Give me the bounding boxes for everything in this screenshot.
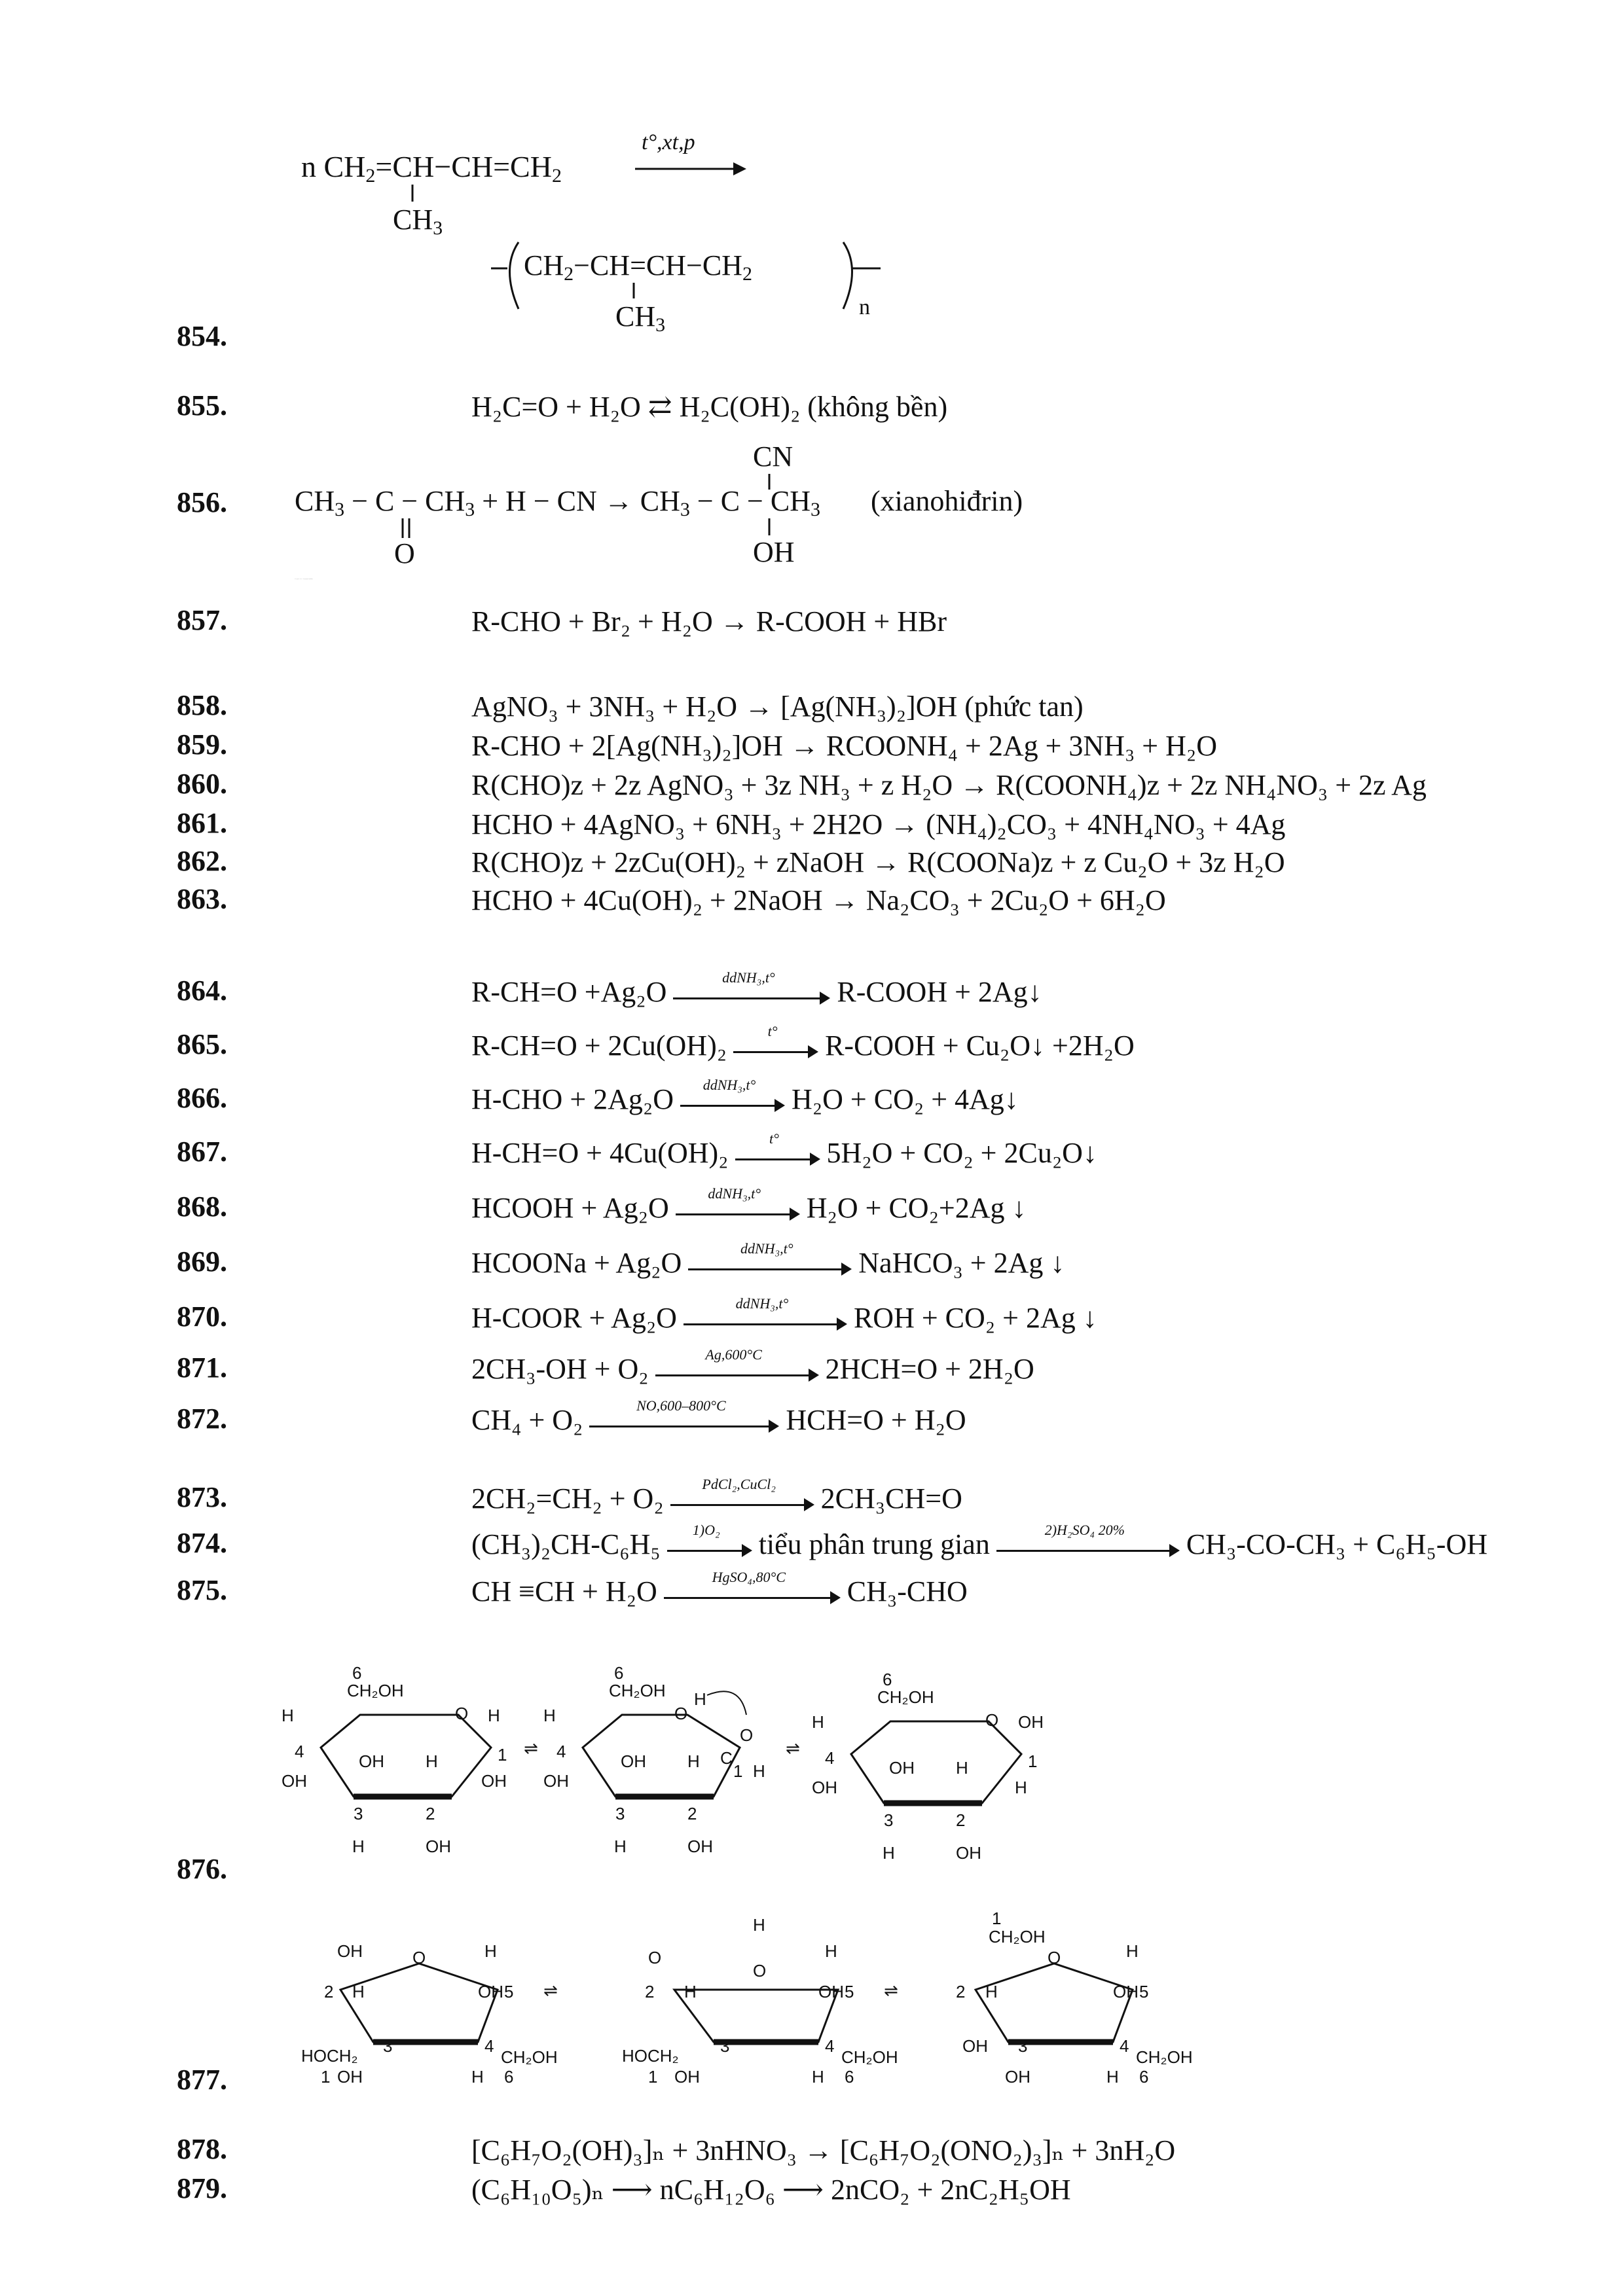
item-number: 877. (177, 2064, 227, 2096)
equation-text: CH₃−C(=O)−CH₃ + H−CN → CH₃−C(CN)(OH)−CH₃ (xianohiđrin) (295, 579, 313, 580)
svg-text:OH: OH (1113, 1982, 1139, 2001)
equation-text: R(CHO)z + 2zCu(OH)₂ + zNaOH → R(COONa)z + z Cu₂O + 3z H₂O (471, 846, 1285, 878)
reactants: H-CHO + 2Ag₂O (471, 1083, 674, 1115)
svg-text:OH: OH (674, 2067, 700, 2087)
svg-text:4: 4 (825, 2036, 835, 2056)
svg-text:H: H (1015, 1778, 1027, 1797)
reaction-arrow (670, 1475, 814, 1515)
reaction-arrow (688, 1240, 852, 1279)
item-number: 861. (177, 807, 227, 839)
svg-text:3: 3 (720, 2036, 730, 2056)
svg-text:1: 1 (992, 1911, 1002, 1928)
svg-text:H: H (985, 1982, 998, 2001)
svg-text:6: 6 (845, 2067, 854, 2087)
svg-text:4: 4 (825, 1748, 835, 1768)
reaction-arrow (680, 1076, 785, 1115)
reactants: (CH₃)₂CH-C₆H₅ (471, 1528, 661, 1560)
arrow-condition: Ag,600°C (705, 1346, 762, 1363)
svg-text:OH: OH (481, 1771, 507, 1791)
svg-text:O: O (394, 537, 415, 569)
svg-text:OH: OH (337, 2067, 363, 2087)
svg-text:H: H (956, 1758, 968, 1778)
svg-text:H: H (484, 1941, 497, 1961)
intermediate: tiểu phân trung gian (758, 1528, 990, 1560)
item-number: 856. (177, 486, 227, 518)
svg-text:OH: OH (818, 1982, 844, 2001)
reaction-854-structure (288, 118, 930, 353)
svg-text:⇌: ⇌ (884, 1981, 898, 2000)
equation-text: HCHO + 4Cu(OH)₂ + 2NaOH → Na₂CO₃ + 2Cu₂O + 6H₂O (471, 884, 1166, 916)
svg-text:4: 4 (556, 1742, 566, 1761)
svg-text:2: 2 (324, 1982, 334, 2001)
fructose-open-chain (622, 1915, 898, 2087)
equation-text: AgNO₃ + 3NH₃ + H₂O → [Ag(NH₃)₂]OH (phức tan) (471, 691, 1084, 723)
item-number: 858. (177, 689, 227, 721)
svg-text:CN: CN (753, 440, 793, 473)
svg-text:O: O (455, 1704, 469, 1723)
svg-text:3: 3 (884, 1810, 894, 1830)
equation-text: R(CHO)z + 2z AgNO₃ + 3z NH₃ + z H₂O → R(COONH₄)z + 2z NH₄NO₃ + 2z Ag (471, 769, 1427, 801)
svg-text:CH3: CH3 (615, 300, 666, 336)
reactants: 2CH₂=CH₂ + O₂ (471, 1482, 664, 1515)
arrow-condition: HgSO₄,80°C (712, 1568, 786, 1585)
reactants: CH ≡CH + H₂O (471, 1575, 657, 1607)
reactants: HCOOH + Ag₂O (471, 1192, 669, 1224)
svg-text:O: O (753, 1961, 767, 1981)
reaction-arrow (589, 1397, 779, 1436)
item-number: 863. (177, 883, 227, 915)
svg-text:OH: OH (621, 1751, 646, 1771)
svg-text:6: 6 (352, 1663, 362, 1683)
svg-text:O: O (1048, 1948, 1061, 1967)
svg-text:CH3: CH3 (393, 204, 443, 239)
reactants: R-CH=O +Ag₂O (471, 976, 667, 1008)
svg-text:H: H (753, 1761, 765, 1781)
svg-text:H: H (812, 2067, 824, 2087)
svg-text:n: n (859, 295, 870, 319)
svg-text:n CH2=CH−CH=CH2: n CH2=CH−CH=CH2 (301, 150, 562, 187)
item-number: 865. (177, 1028, 227, 1060)
item-number: 878. (177, 2133, 227, 2165)
svg-text:OH: OH (337, 1941, 363, 1961)
svg-text:2: 2 (956, 1982, 966, 2001)
item-number: 866. (177, 1082, 227, 1114)
products: 5H₂O + CO₂ + 2Cu₂O↓ (826, 1137, 1097, 1169)
fructose-ring-left (301, 1941, 558, 2087)
svg-text:CH₂OH: CH₂OH (347, 1681, 404, 1700)
svg-text:CH₂OH: CH₂OH (841, 2047, 898, 2067)
svg-text:4: 4 (484, 2036, 494, 2056)
reactants: H-COOR + Ag₂O (471, 1302, 677, 1334)
reaction-arrow (735, 1130, 820, 1169)
svg-text:3: 3 (354, 1804, 363, 1823)
reaction-arrow (676, 1185, 800, 1224)
item-number: 876. (177, 1853, 227, 1885)
svg-text:H: H (543, 1706, 556, 1725)
svg-text:O: O (674, 1704, 688, 1723)
svg-text:H: H (753, 1915, 765, 1935)
reaction-arrow (667, 1521, 752, 1560)
item-number: 859. (177, 728, 227, 761)
item-number: 873. (177, 1481, 227, 1513)
item-number: 875. (177, 1574, 227, 1606)
products: CH₃-CHO (847, 1575, 968, 1607)
item-number: 874. (177, 1527, 227, 1559)
products: CH₃-CO-CH₃ + C₆H₅-OH (1186, 1528, 1488, 1560)
reactants: HCOONa + Ag₂O (471, 1247, 682, 1279)
item-number: 871. (177, 1352, 227, 1384)
svg-text:OH: OH (1005, 2067, 1030, 2087)
svg-text:1: 1 (648, 2067, 658, 2087)
svg-text:H: H (614, 1837, 627, 1856)
svg-text:C: C (720, 1748, 733, 1768)
arrow-condition: ddNH₃,t° (702, 1076, 756, 1093)
item-number: 868. (177, 1191, 227, 1223)
svg-text:OH: OH (812, 1778, 837, 1797)
svg-text:H: H (471, 2067, 484, 2087)
item-number: 872. (177, 1403, 227, 1435)
svg-text:H: H (694, 1689, 706, 1709)
svg-text:4: 4 (295, 1742, 304, 1761)
svg-text:3: 3 (1018, 2036, 1028, 2056)
arrow-condition: 1)O₂ (692, 1521, 720, 1538)
svg-text:t°,xt,p: t°,xt,p (642, 130, 695, 154)
arrow-condition: ddNH₃,t° (735, 1295, 789, 1312)
arrow-condition: 2)H₂SO₄ 20% (1044, 1521, 1125, 1538)
svg-text:CH₂OH: CH₂OH (1136, 2047, 1193, 2067)
item-number: 867. (177, 1136, 227, 1168)
item-number: 854. (177, 320, 227, 352)
item-number: 870. (177, 1300, 227, 1333)
svg-text:O: O (412, 1948, 426, 1967)
item-number: 860. (177, 768, 227, 800)
products: 2HCH=O + 2H₂O (825, 1353, 1034, 1385)
svg-text:6: 6 (504, 2067, 514, 2087)
arrow-condition: ddNH₃,t° (722, 969, 775, 986)
products: 2CH₃CH=O (820, 1482, 962, 1515)
products: R-COOH + 2Ag↓ (837, 976, 1042, 1008)
svg-text:CH₂OH: CH₂OH (877, 1687, 934, 1707)
reactants: CH₄ + O₂ (471, 1404, 583, 1436)
reaction-arrow (996, 1521, 1180, 1560)
svg-text:5: 5 (845, 1982, 854, 2001)
reactants: H-CH=O + 4Cu(OH)₂ (471, 1137, 729, 1169)
svg-text:H: H (687, 1751, 700, 1771)
arrow-condition: t° (769, 1130, 779, 1147)
svg-text:H: H (812, 1712, 824, 1732)
arrow-condition: ddNH₃,t° (740, 1240, 793, 1257)
svg-text:⇌: ⇌ (524, 1738, 538, 1758)
reactants: R-CH=O + 2Cu(OH)₂ (471, 1030, 727, 1062)
reactants: 2CH₃-OH + O₂ (471, 1353, 649, 1385)
item-number: 862. (177, 845, 227, 877)
reaction-arrow (655, 1346, 819, 1385)
svg-text:2: 2 (956, 1810, 966, 1830)
svg-text:⇌: ⇌ (786, 1738, 800, 1758)
reaction-arrow (733, 1022, 818, 1062)
svg-text:1: 1 (733, 1761, 743, 1781)
products: ROH + CO₂ + 2Ag ↓ (853, 1302, 1097, 1334)
svg-text:O: O (985, 1710, 999, 1730)
svg-text:6: 6 (614, 1663, 624, 1683)
svg-text:OH: OH (962, 2036, 988, 2056)
svg-text:2: 2 (687, 1804, 697, 1823)
svg-text:5: 5 (1139, 1982, 1149, 2001)
reaction-876-caption: glucose: dạng mạch vòng α ⇌ mạch hở ⇌ dạng mạch vòng β (0, 0, 16, 1)
products: H₂O + CO₂+2Ag ↓ (806, 1192, 1027, 1224)
svg-text:CH3 − C − CH3 + H − CN → CH3 −: CH3 − C − CH3 + H − CN → CH3 − C − CH3 (295, 485, 820, 520)
svg-text:H: H (426, 1751, 438, 1771)
equation-text: HCHO + 4AgNO₃ + 6NH₃ + 2H2O → (NH₄)₂CO₃ + 4NH₄NO₃ + 4Ag (471, 808, 1286, 840)
equation-text: R-CHO + Br₂ + H₂O → R-COOH + HBr (471, 605, 947, 637)
svg-text:H: H (488, 1706, 500, 1725)
products: HCH=O + H₂O (786, 1404, 966, 1436)
svg-text:CH2−CH=CH−CH2: CH2−CH=CH−CH2 (524, 249, 752, 285)
reaction-arrow (664, 1568, 841, 1607)
reaction-877-caption: fructose: dạng vòng ⇌ mạch hở ⇌ dạng vòng (0, 1, 12, 2)
svg-text:OH: OH (426, 1837, 451, 1856)
svg-text:5: 5 (504, 1982, 514, 2001)
reaction-arrow (684, 1295, 847, 1334)
svg-text:2: 2 (645, 1982, 655, 2001)
svg-text:OH: OH (687, 1837, 713, 1856)
svg-text:⇌: ⇌ (543, 1981, 558, 2000)
svg-text:CH₂OH: CH₂OH (609, 1681, 666, 1700)
equation-text: R-CHO + 2[Ag(NH₃)₂]OH → RCOONH₄ + 2Ag + 3NH₃ + H₂O (471, 730, 1218, 762)
svg-text:CH₂OH: CH₂OH (501, 2047, 558, 2067)
svg-text:1: 1 (498, 1745, 507, 1765)
svg-text:OH: OH (1018, 1712, 1044, 1732)
svg-text:HOCH₂: HOCH₂ (622, 2046, 679, 2066)
svg-text:H: H (825, 1941, 837, 1961)
products: H₂O + CO₂ + 4Ag↓ (792, 1083, 1019, 1115)
svg-text:OH: OH (478, 1982, 503, 2001)
svg-text:H: H (1126, 1941, 1139, 1961)
glucose-open-chain (543, 1663, 765, 1856)
equation-text: (C₆H₁₀O₅)ₙ ⟶ nC₆H₁₂O₆ ⟶ 2nCO₂ + 2nC₂H₅OH (471, 2174, 1071, 2206)
arrow-condition: NO,600–800°C (636, 1397, 726, 1414)
svg-text:OH: OH (956, 1843, 981, 1863)
svg-text:OH: OH (359, 1751, 384, 1771)
svg-text:CH₂OH: CH₂OH (989, 1927, 1046, 1946)
svg-text:6: 6 (883, 1670, 892, 1689)
svg-text:OH: OH (282, 1771, 307, 1791)
glucose-beta-ring (812, 1670, 1044, 1863)
item-number: 864. (177, 975, 227, 1007)
svg-text:3: 3 (615, 1804, 625, 1823)
svg-text:H: H (883, 1843, 895, 1863)
svg-text:H: H (684, 1982, 697, 2001)
svg-text:1: 1 (321, 2067, 331, 2087)
svg-text:(xianohiđrin): (xianohiđrin) (871, 485, 1023, 517)
item-number: 879. (177, 2172, 227, 2204)
reaction-856-structure (295, 432, 1113, 583)
equation-text: H₂C=O + H₂O ⇄ H₂C(OH)₂ (không bền) (471, 391, 948, 423)
svg-text:H: H (282, 1706, 294, 1725)
svg-text:OH: OH (543, 1771, 569, 1791)
item-number: 855. (177, 389, 227, 422)
products: R-COOH + Cu₂O↓ +2H₂O (825, 1030, 1135, 1062)
reaction-arrow (673, 969, 830, 1008)
products: NaHCO₃ + 2Ag ↓ (858, 1247, 1065, 1279)
equation-text: [C₆H₇O₂(OH)₃]ₙ + 3nHNO₃ → [C₆H₇O₂(ONO₂)₃]ₙ + 3nH₂O (471, 2134, 1176, 2166)
arrow-condition: t° (767, 1022, 778, 1039)
svg-text:6: 6 (1139, 2067, 1149, 2087)
svg-text:O: O (648, 1948, 662, 1967)
svg-text:3: 3 (383, 2036, 393, 2056)
svg-text:4: 4 (1120, 2036, 1129, 2056)
svg-text:H: H (1106, 2067, 1119, 2087)
glucose-alpha-ring (282, 1663, 507, 1856)
arrow-condition: PdCl₂,CuCl₂ (702, 1475, 776, 1492)
svg-text:1: 1 (1028, 1751, 1038, 1771)
svg-text:OH: OH (753, 536, 795, 568)
svg-text:H: H (352, 1837, 365, 1856)
svg-text:O: O (740, 1725, 754, 1745)
fructose-ring-right (956, 1911, 1193, 2087)
svg-text:HOCH₂: HOCH₂ (301, 2046, 358, 2066)
svg-text:2: 2 (426, 1804, 435, 1823)
arrow-condition: ddNH₃,t° (708, 1185, 761, 1202)
item-number: 857. (177, 604, 227, 636)
item-number: 869. (177, 1246, 227, 1278)
svg-text:H: H (352, 1982, 365, 2001)
svg-text:OH: OH (889, 1758, 915, 1778)
reaction-877-fructose-diagram (282, 1911, 1264, 2121)
reaction-876-glucose-diagram (282, 1656, 1264, 1905)
